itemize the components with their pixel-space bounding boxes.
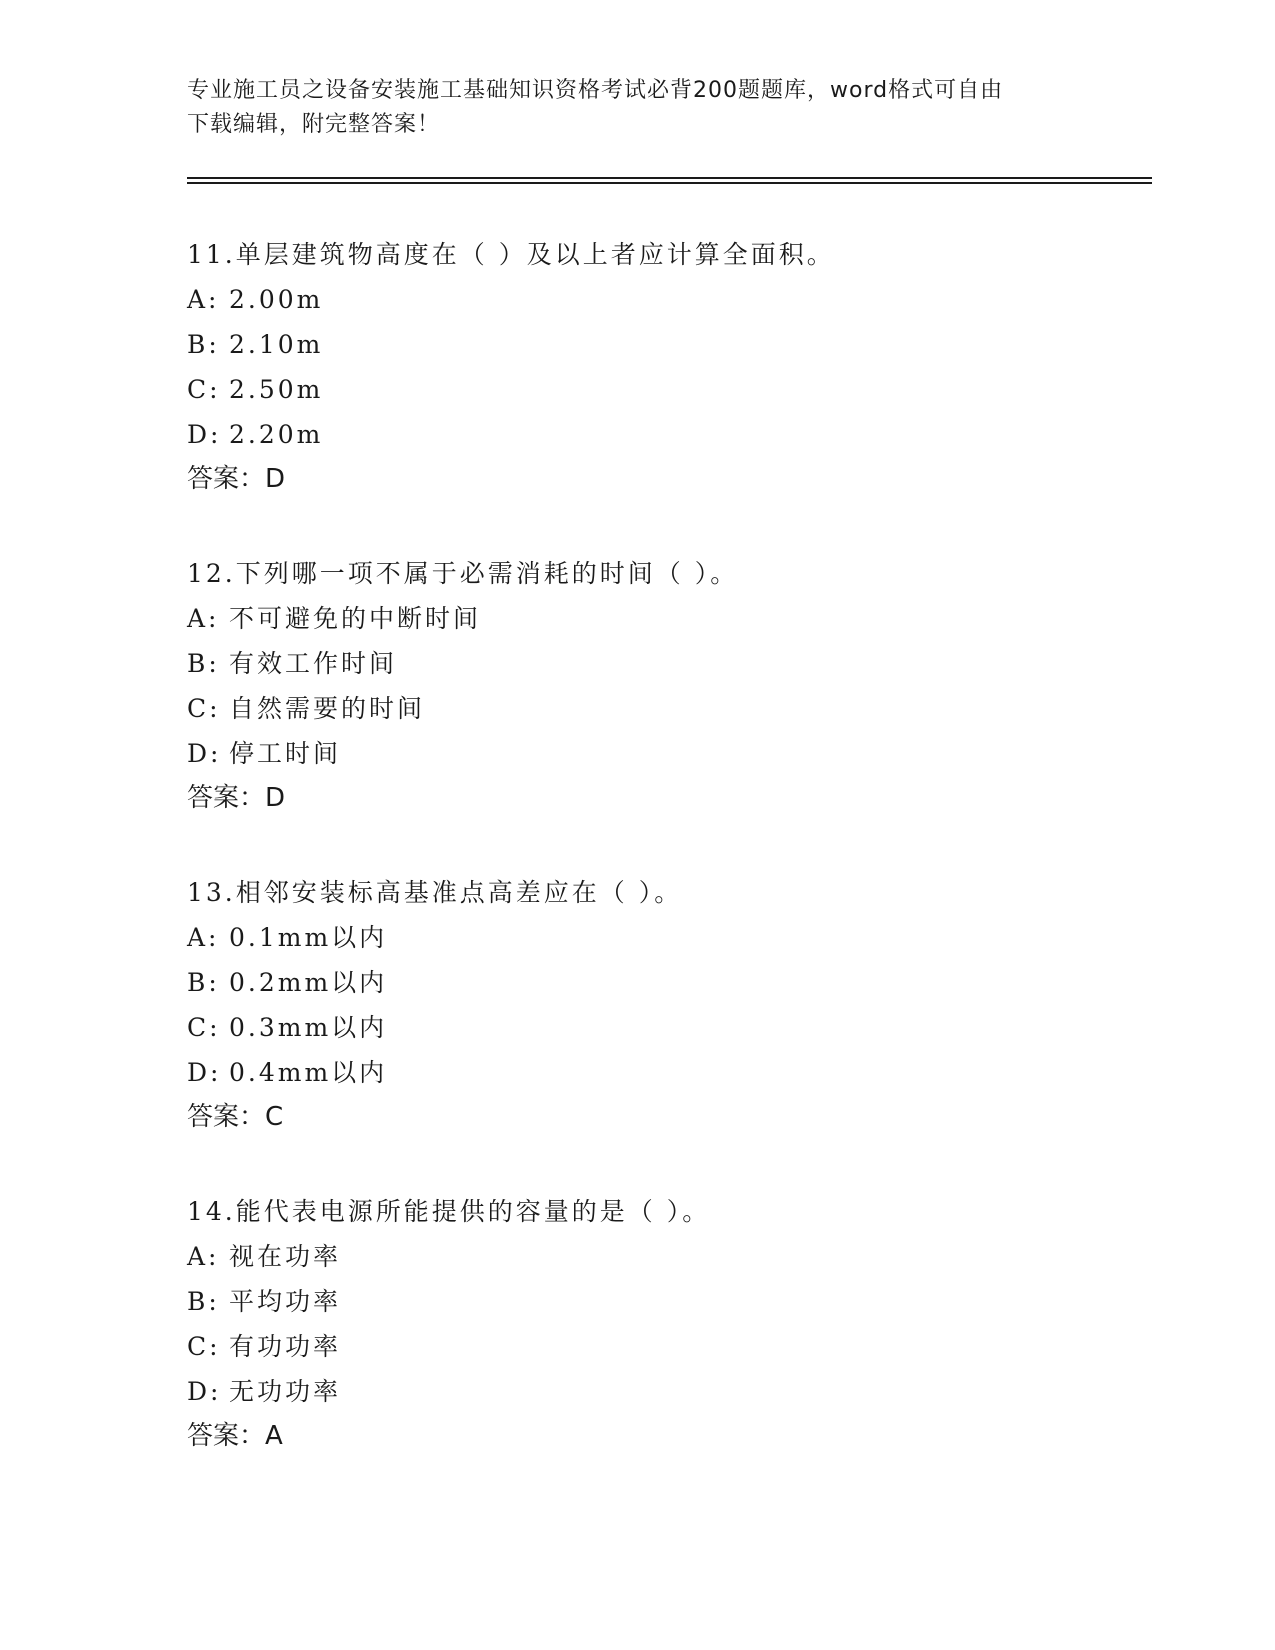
- option-text: 0.1mm以内: [229, 923, 388, 952]
- option-letter: A:: [187, 285, 220, 314]
- option-letter: B:: [187, 330, 220, 359]
- question-text: 12.下列哪一项不属于必需消耗的时间（ ）。: [187, 559, 739, 588]
- option-c: [187, 367, 1147, 412]
- option-text: 2.20m: [229, 420, 324, 449]
- question-text: 13.相邻安装标高基准点高差应在（ ）。: [187, 878, 683, 907]
- option-a: [187, 277, 1147, 322]
- option-c: [187, 1324, 1147, 1369]
- answer-line: 答案：D: [187, 783, 286, 813]
- option-text: 视在功率: [229, 1242, 342, 1271]
- option-d: [187, 731, 1147, 776]
- option-text: 0.4mm以内: [229, 1058, 388, 1087]
- option-letter: C:: [187, 375, 221, 404]
- answer-line: 答案：C: [187, 1102, 284, 1132]
- option-text: 不可避免的中断时间: [229, 604, 482, 633]
- option-letter: A:: [187, 1242, 220, 1271]
- option-text: 无功功率: [229, 1377, 342, 1406]
- option-d: [187, 412, 1147, 457]
- option-a: [187, 596, 1147, 641]
- option-letter: B:: [187, 1287, 220, 1316]
- option-text: 平均功率: [229, 1287, 342, 1316]
- option-letter: D:: [187, 739, 222, 768]
- option-b: [187, 1279, 1147, 1324]
- option-letter: C:: [187, 1013, 221, 1042]
- option-text: 2.10m: [229, 330, 324, 359]
- option-b: [187, 322, 1147, 367]
- option-text: 停工时间: [229, 739, 342, 768]
- option-letter: C:: [187, 1332, 221, 1361]
- option-text: 有功功率: [229, 1332, 342, 1361]
- question-text: 14.能代表电源所能提供的容量的是（ ）。: [187, 1197, 711, 1226]
- header-divider-bottom: [187, 182, 1152, 184]
- question-text: 11.单层建筑物高度在（ ）及以上者应计算全面积。: [187, 240, 835, 269]
- option-letter: A:: [187, 923, 220, 952]
- question-11: [187, 232, 1147, 502]
- option-c: [187, 1005, 1147, 1050]
- option-b: [187, 641, 1147, 686]
- option-d: [187, 1369, 1147, 1414]
- option-a: [187, 1234, 1147, 1279]
- option-letter: C:: [187, 694, 221, 723]
- option-text: 0.3mm以内: [229, 1013, 388, 1042]
- option-text: 有效工作时间: [229, 649, 398, 678]
- option-b: [187, 960, 1147, 1005]
- question-14: [187, 1189, 1147, 1459]
- option-letter: D:: [187, 420, 222, 449]
- header-line-1: 专业施工员之设备安装施工基础知识资格考试必背200题题库，word格式可自由: [187, 78, 1004, 103]
- option-text: 2.00m: [229, 285, 324, 314]
- question-13: [187, 870, 1147, 1140]
- header-divider-top: [187, 177, 1152, 179]
- option-letter: B:: [187, 968, 220, 997]
- option-letter: D:: [187, 1377, 222, 1406]
- option-letter: D:: [187, 1058, 222, 1087]
- option-c: [187, 686, 1147, 731]
- option-letter: B:: [187, 649, 220, 678]
- option-a: [187, 915, 1147, 960]
- answer-line: 答案：A: [187, 1421, 283, 1451]
- option-text: 自然需要的时间: [229, 694, 426, 723]
- option-text: 2.50m: [229, 375, 324, 404]
- document-header: [187, 74, 1087, 142]
- option-letter: A:: [187, 604, 220, 633]
- option-d: [187, 1050, 1147, 1095]
- option-text: 0.2mm以内: [229, 968, 388, 997]
- header-line-2: 下载编辑，附完整答案！: [187, 112, 441, 137]
- answer-line: 答案：D: [187, 464, 286, 494]
- question-12: [187, 551, 1147, 821]
